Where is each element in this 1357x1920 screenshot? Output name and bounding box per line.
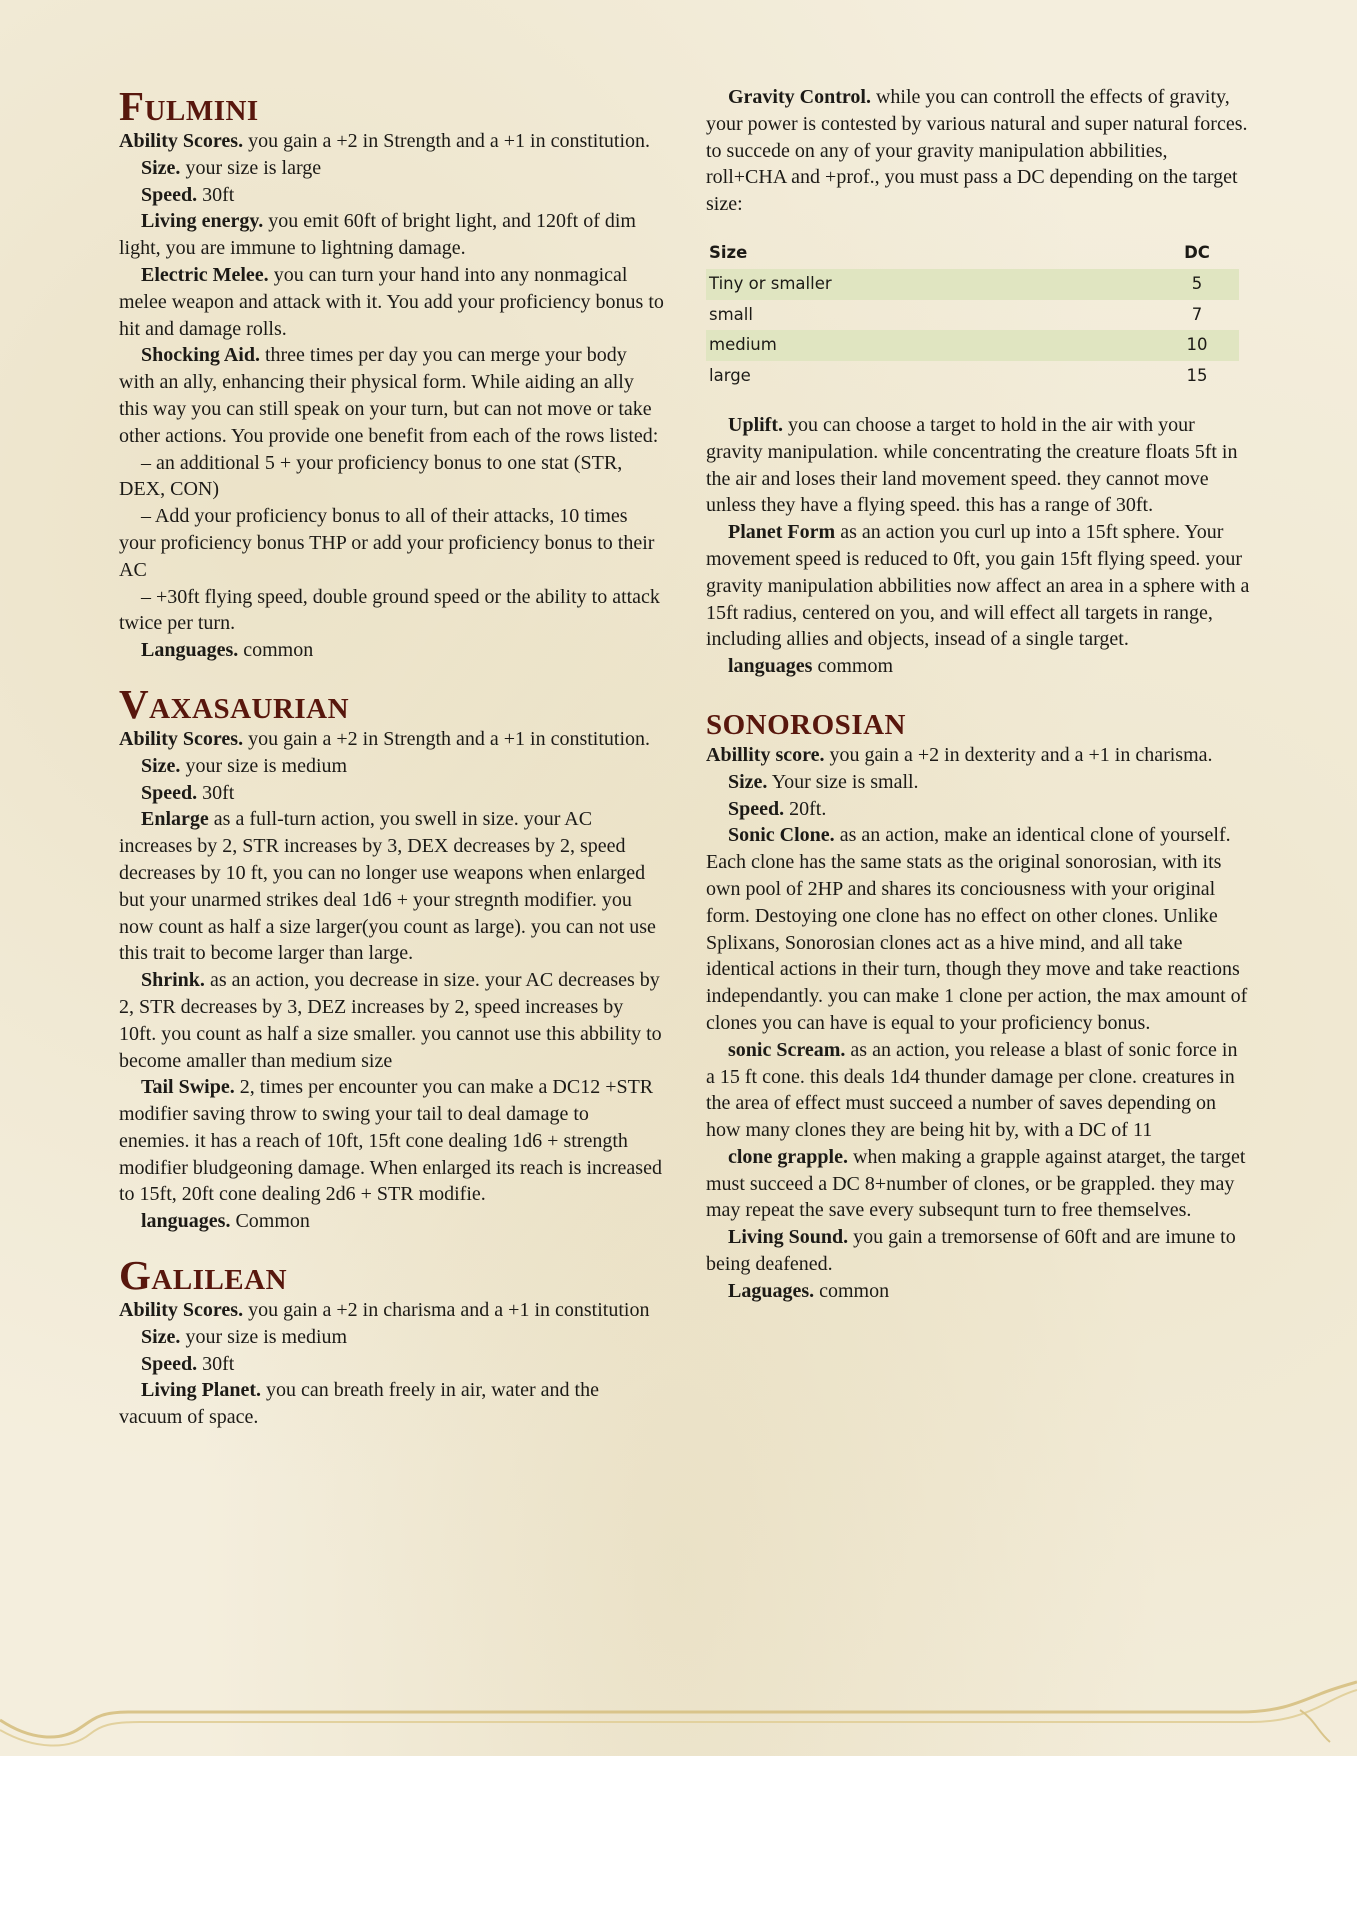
fulmini-size: Size. your size is large [141,156,322,179]
galilean-speed: Speed. 30ft [141,1352,235,1375]
vaxasaurian-enlarge: Enlarge as a full-turn action, you swell in size. your AC increases by 2, STR increases by 3, DEX decreases by 2, speed decreases by 10 ft, you can no longer use weapons when enlarged but your unarmed strikes deal 1d6 + your stregnth modifier. you now count as half a size larger(you count as large). you can not use this trait to become larger than large. [119,808,656,965]
table-header-dc: DC [1184,242,1210,262]
fulmini-shocking-aid: Shocking Aid. three times per day you can merge your body with an ally, enhancing their physical form. While aiding an ally this way you can still speak on your turn, but can not move or take other actions. You provide one benefit from each of the rows listed: [119,344,659,447]
vaxasaurian-ability-scores: Ability Scores. you gain a +2 in Strength and a +1 in constitution. [119,727,651,750]
galilean-ability-scores: Ability Scores. you gain a +2 in charisma and a +1 in constitution [119,1299,650,1322]
galilean-size: Size. your size is medium [141,1325,348,1348]
fulmini-speed: Speed. 30ft [141,183,235,206]
fulmini-ability-scores: Ability Scores. you gain a +2 in Strength and a +1 in constitution. [119,130,651,152]
sonorosian-clone-grapple: clone grapple. when making a grapple against atarget, the target must succeed a DC 8+number of clones, or be grappled. they may may repeat the save every subsequnt turn to free themselves. [706,1145,1246,1222]
vaxasaurian-speed: Speed. 30ft [141,781,235,804]
sonorosian-sonic-clone: Sonic Clone. as an action, make an identical clone of yourself. Each clone has the same stats as the original sonorosian, with its own pool of 2HP and shares its conciousness with your original form. Destoying one clone has no effect on other clones. Unlike Splixans, Sonorosian clones act as a hive mind, and all take identical actions in their turn, though they move and take reactions independantly. you can make 1 clone per action, the max amount of clones you can have is equal to your proficiency bonus. [706,824,1248,1034]
vaxasaurian-size: Size. your size is medium [141,754,348,777]
table-row [706,300,1239,331]
fulmini-benefit-3: – +30ft flying speed, double ground speed or the ability to attack twice per turn. [119,585,660,635]
right-column [706,84,1251,1305]
table-row [706,330,1239,361]
gravity-control: Gravity Control. while you can controll the effects of gravity, your power is contested by various natural and super natural forces. to succede on any of your gravity manipulation abbilities, roll+CHA and +prof., you must pass a DC depending on the target size: [706,86,1248,216]
table-cell-size: medium [706,330,1154,361]
sonorosian-section [706,698,1251,1305]
table-row [706,361,1239,392]
galilean-heading: Galilean [119,1252,288,1299]
sonorosian-size: Size. Your size is small. [728,770,919,793]
table-cell-size: large [709,366,751,386]
sonorosian-speed: Speed. 20ft. [728,797,827,820]
vaxasaurian-section [119,682,664,1235]
table-header-size: Size [709,242,748,262]
table-cell-size: small [709,304,753,324]
vaxasaurian-heading: Vaxasaurian [119,680,350,727]
table-cell-dc: 7 [1191,304,1203,324]
table-cell-dc: 10 [1154,330,1239,361]
vaxasaurian-shrink: Shrink. as an action, you decrease in size. your AC decreases by 2, STR decreases by 3, DEZ increases by 2, speed increases by 10ft. you count as half a size smaller. you cannot use this abbility to become amaller than medium size [119,969,662,1072]
sonorosian-heading: sonorosian [706,696,906,743]
left-column [119,84,664,1431]
fulmini-section [119,84,664,664]
planet-form: Planet Form as an action you curl up into a 15ft sphere. Your movement speed is reduced to 0ft, you gain 15ft flying speed. your gravity manipulation abbilities now affect an area in a sphere with a 15ft radius, centered on you, and will effect all targets in range, including allies and objects, insead of a single target. [706,521,1250,651]
sonorosian-ability-score: Abillity score. you gain a +2 in dexterity and a +1 in charisma. [706,743,1213,766]
galilean-section [119,1253,664,1431]
table-header-row [706,238,1239,269]
fulmini-living-energy: Living energy. you emit 60ft of bright light, and 120ft of dim light, you are immune to lightning damage. [119,210,636,260]
footer-ornament [0,1680,1357,1760]
galilean-languages: languages commom [728,655,894,678]
gravity-dc-table [706,238,1239,392]
sonorosian-sonic-scream: sonic Scream. as an action, you release a blast of sonic force in a 15 ft cone. this deals 1d4 thunder damage per clone. creatures in the area of effect must succeed a number of saves depending on how many clones they are being hit by, with a DC of 11 [706,1038,1238,1142]
vaxasaurian-languages: languages. Common [141,1210,310,1233]
table-cell-dc: 15 [1186,366,1208,386]
sonorosian-languages: Laguages. common [728,1279,890,1302]
fulmini-electric-melee: Electric Melee. you can turn your hand into any nonmagical melee weapon and attack with it. You add your proficiency bonus to hit and damage rolls. [119,263,664,340]
vaxasaurian-tail-swipe: Tail Swipe. 2, times per encounter you can make a DC12 +STR modifier saving throw to swing your tail to deal damage to enemies. it has a reach of 10ft, 15ft cone dealing 1d6 + strength modifier bludgeoning damage. When enlarged its reach is increased to 15ft, 20ft cone dealing 2d6 + STR modifie. [119,1076,662,1206]
galilean-living-planet: Living Planet. you can breath freely in air, water and the vacuum of space. [119,1379,599,1429]
fulmini-benefit-1: – an additional 5 + your proficiency bonus to one stat (STR, DEX, CON) [119,451,623,501]
fulmini-heading: Fulmini [119,83,259,129]
table-row [706,269,1239,300]
uplift: Uplift. you can choose a target to hold in the air with your gravity manipulation. while concentrating the creature floats 5ft in the air and loses their land movement speed. they cannot move unless they have a flying speed. this has a range of 30ft. [706,413,1238,517]
fulmini-benefit-2: – Add your proficiency bonus to all of their attacks, 10 times your proficiency bonus THP or add your proficiency bonus to their AC [119,505,655,581]
fulmini-languages: Languages. common [141,639,314,662]
sonorosian-living-sound: Living Sound. you gain a tremorsense of 60ft and are imune to being deafened. [706,1226,1236,1276]
table-cell-size: Tiny or smaller [706,269,1154,300]
table-cell-dc: 5 [1154,269,1239,300]
